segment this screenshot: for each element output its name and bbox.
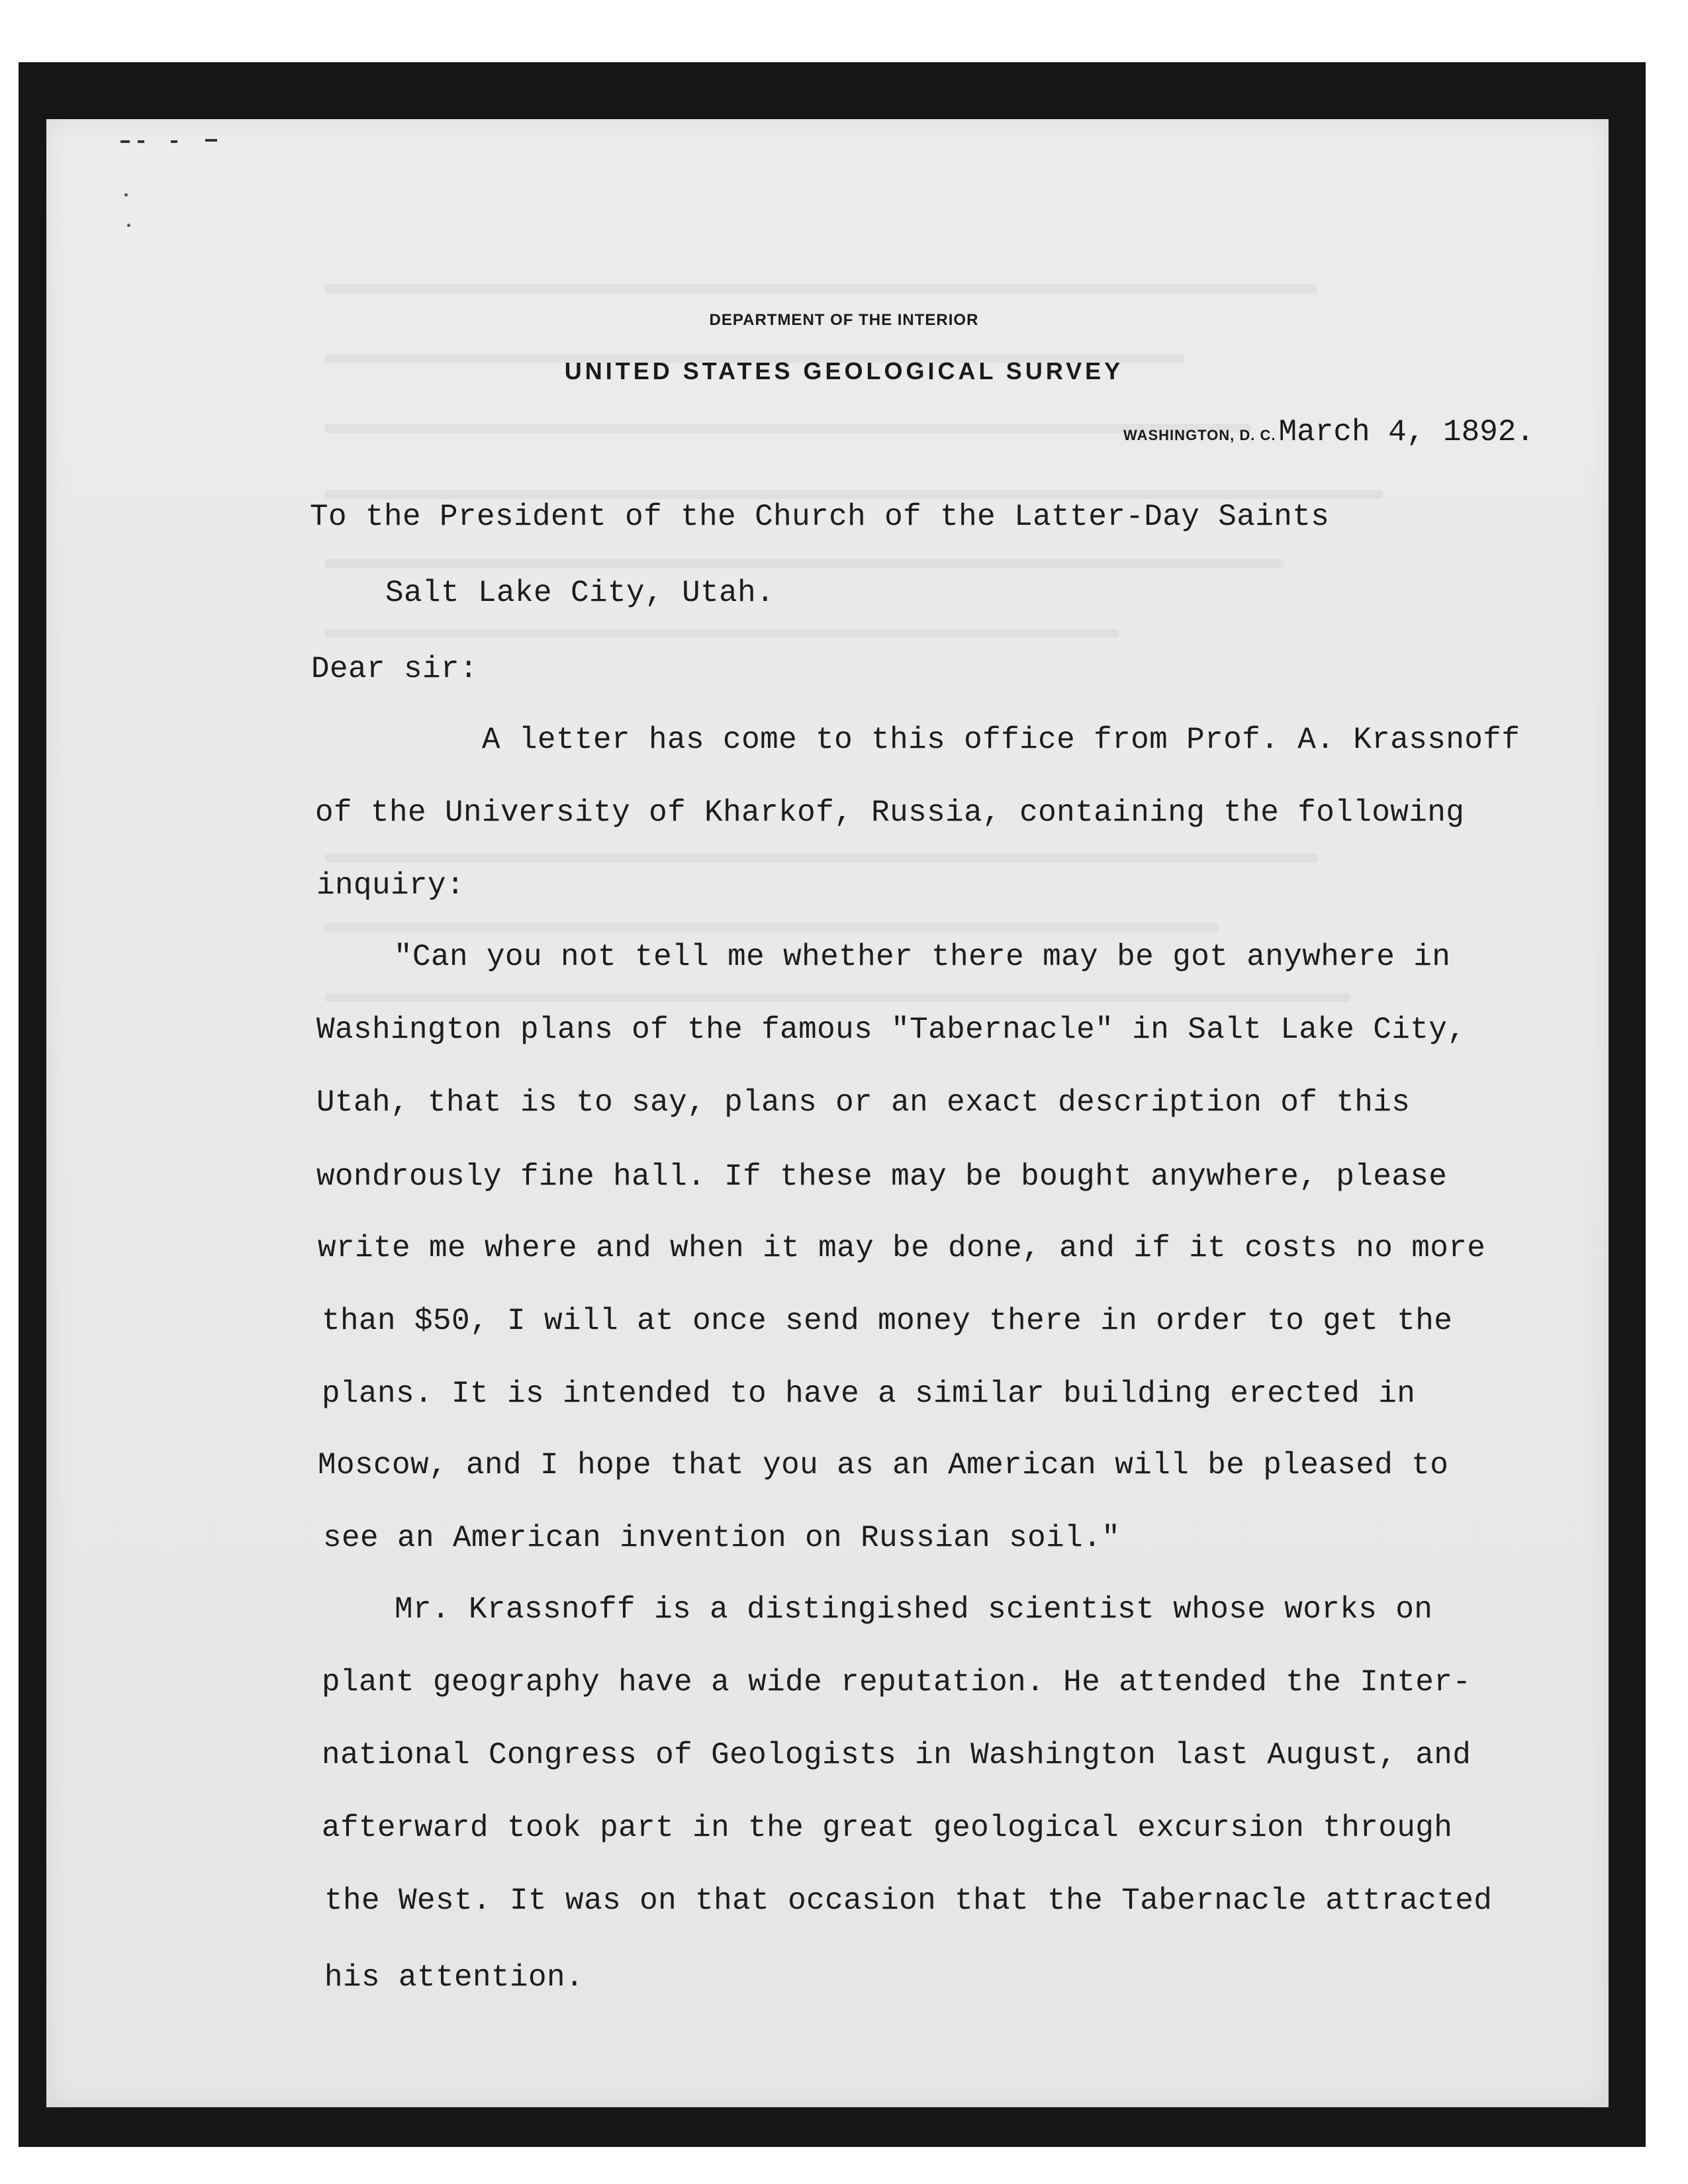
body-line: inquiry:: [316, 868, 465, 903]
body-line: plans. It is intended to have a similar building erected in: [322, 1377, 1416, 1411]
body-line: wondrously fine hall. If these may be bought anywhere, please: [316, 1160, 1448, 1194]
addressee-line: To the President of the Church of the Latter-Day Saints: [310, 500, 1330, 534]
body-line: of the University of Kharkof, Russia, containing the following: [315, 796, 1465, 830]
address-city-line: Salt Lake City, Utah.: [385, 576, 775, 610]
body-line: see an American invention on Russian soil.": [323, 1521, 1121, 1555]
body-line: Mr. Krassnoff is a distingished scientist whose works on: [395, 1592, 1433, 1627]
body-line: write me where and when it may be done, and if it costs no more: [318, 1231, 1486, 1265]
scan-mark: [171, 140, 177, 143]
agency-heading: UNITED STATES GEOLOGICAL SURVEY: [564, 357, 1124, 385]
scan-mark: [120, 140, 130, 143]
body-line: "Can you not tell me whether there may be got anywhere in: [394, 940, 1451, 974]
body-line: Washington plans of the famous "Tabernacle" in Salt Lake City,: [316, 1013, 1466, 1047]
body-line: Moscow, and I hope that you as an American will be pleased to: [318, 1448, 1449, 1482]
department-heading: DEPARTMENT OF THE INTERIOR: [709, 311, 979, 329]
dateline: [1123, 415, 1534, 449]
scan-mark: [138, 140, 144, 143]
scan-mark: [205, 139, 217, 142]
body-line: plant geography have a wide reputation. He attended the Inter-: [322, 1665, 1472, 1700]
body-line: A letter has come to this office from Prof. A. Krassnoff: [482, 723, 1521, 757]
scan-mark: [127, 224, 130, 227]
scan-mark: [124, 193, 128, 197]
body-line: the West. It was on that occasion that the Tabernacle attracted: [324, 1884, 1493, 1918]
dateline-place: WASHINGTON, D. C.: [1123, 427, 1276, 443]
body-line: Utah, that is to say, plans or an exact description of this: [316, 1085, 1411, 1120]
body-line: afterward took part in the great geological excursion through: [322, 1811, 1453, 1845]
body-line: national Congress of Geologists in Washington last August, and: [322, 1738, 1472, 1772]
letter-date: March 4, 1892.: [1278, 415, 1534, 449]
salutation: Dear sir:: [311, 652, 479, 686]
body-line: his attention.: [324, 1960, 585, 1995]
body-line: than $50, I will at once send money there in order to get the: [322, 1304, 1453, 1338]
